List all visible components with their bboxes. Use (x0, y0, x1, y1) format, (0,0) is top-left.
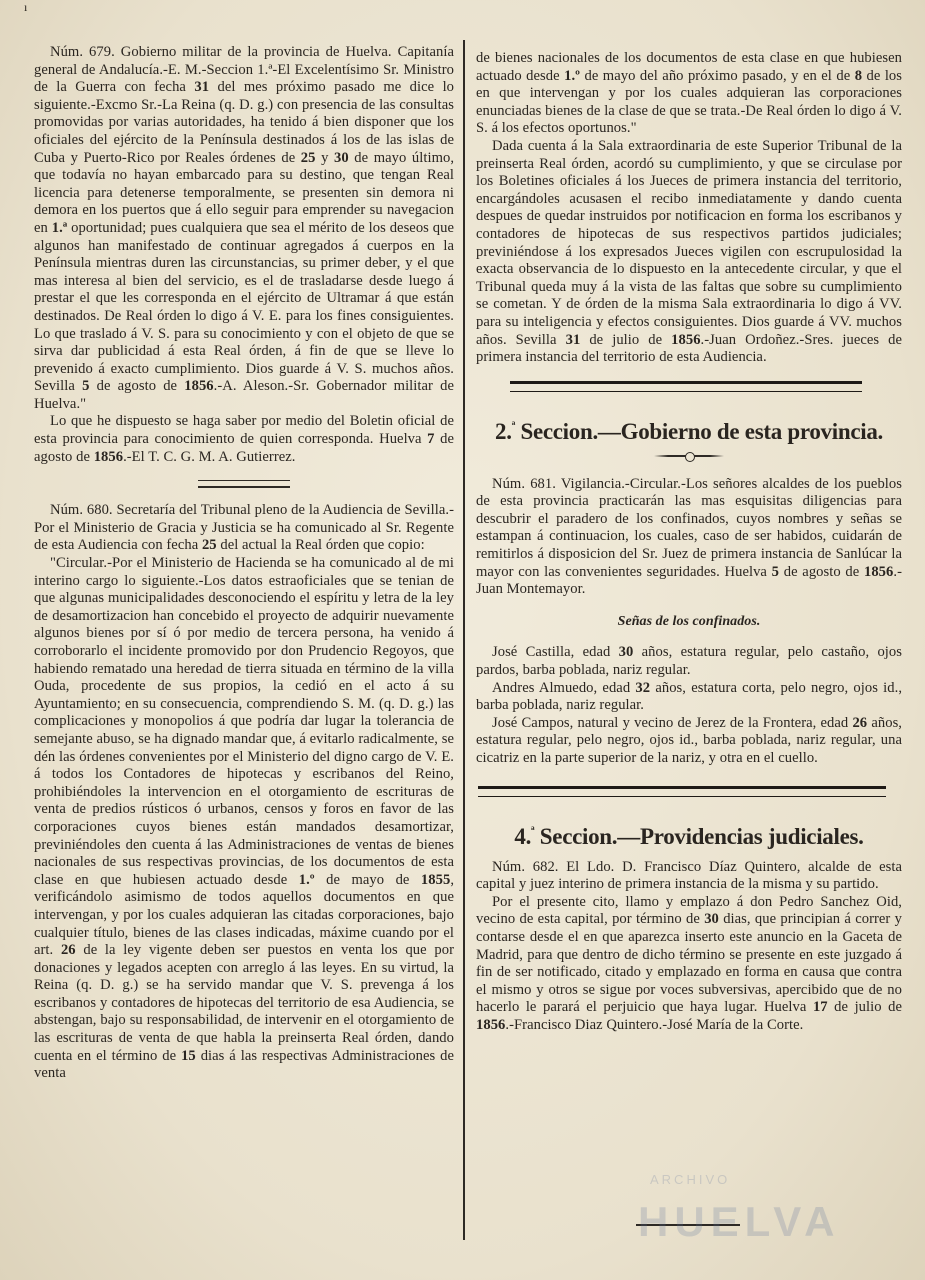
notice-number: Núm. 680. (50, 502, 113, 519)
right-column (476, 50, 902, 1035)
notice-682 (476, 859, 902, 894)
age: 30 (618, 644, 634, 661)
ornament-rule (654, 454, 724, 458)
text: del actual la Real órden que copio: (220, 537, 425, 554)
day: 7 (427, 431, 435, 448)
year: 1856 (93, 448, 124, 465)
section-rule (478, 786, 886, 797)
text: de la ley vigente deben ser puestos en venta los que por donaciones y legados acepten con arreglo á las leyes. En su virtud, la Reina (q. D. g.) se ha servido mandar que V. S. prevenga á los escribanos y contadores de hipotecas del territorio de esa Audiencia, se abstengan, bajo su responsabilidad, de intervenir en el otorgamiento de las escrituras de venta de que habla la preinserta Real órden, dando cuenta en el término de (34, 942, 454, 1064)
corner-mark: ı (24, 0, 28, 14)
text: del mes próximo pasado me dice lo siguiente.-Excmo Sr.-La Reina (q. D. g.) con presencia de las consultas promovidas por varias autoridades, ha tenido á bien disponer que los oficiales del ejército de la Península destinados á los de las islas de Cuba y Puerto-Rico por Reales órdenes de (34, 79, 455, 166)
left-column (34, 44, 454, 1083)
text: Secretaría del Tribunal pleno de la Audiencia de Sevilla.-Por el Ministerio de Gracia y Justicia se ha comunicado al Sr. Regente de esta Audiencia con fecha (34, 502, 455, 554)
text: .-El T. C. G. M. A. Gutierrez. (123, 448, 296, 465)
day: 25 (300, 149, 316, 166)
day: 5 (771, 563, 780, 580)
day: 31 (194, 79, 210, 96)
year: 1855 (420, 871, 451, 888)
text: años, estatura regular, pelo castaño, ojos pardos, barba poblada, nariz regular. (476, 644, 902, 679)
day: 25 (201, 537, 217, 554)
notice-number: Núm. 679. (50, 44, 115, 60)
notice-679 (34, 44, 454, 413)
text: dias, que principian á correr y contarse desde el en que aparezca inserto este anuncio en la Gaceta de Madrid, para que dentro de dicho término se presente en este juzgado á fin de ser notificado, citado y emplazado en forma en causa que contra el mismo y otros se sigue por voces subversivas, apercibido que de no hacerlo le parará el perjuicio que haya lugar. Huelva (476, 911, 902, 1016)
text: El Ldo. D. Francisco Díaz Quintero, alcalde de esta capital y juez interino de primera instancia de la misma y su partido. (476, 858, 902, 893)
text: , verificándolo asimismo de todos aquellos documentos en que intervengan, y por los cuales adquieran las citadas corporaciones, bajo cualquier título, bienes de las clases indicadas, máxime cuando por el art. (34, 871, 455, 959)
archive-watermark (632, 1168, 841, 1250)
days: 30 (704, 911, 719, 928)
notice-681 (476, 476, 902, 599)
confined-entry (476, 715, 902, 768)
confined-heading: Señas de los confinados. (617, 613, 761, 629)
text: de mayo de (326, 871, 410, 888)
notice-number: Núm. 682. (492, 858, 559, 875)
notice-680-continued (476, 50, 902, 138)
text: y (321, 149, 329, 166)
text: .-A. Aleson.-Sr. Gobernador militar de Huelva." (34, 378, 454, 412)
year: 1856 (863, 563, 894, 580)
section-title: Seccion.—Providencias judiciales. (539, 823, 864, 849)
notice-682-summons (476, 894, 902, 1035)
article-number: 26 (60, 942, 76, 959)
ordinal: 1.º (298, 871, 315, 888)
text: años, estatura corta, pelo negro, ojos id., barba poblada, nariz regular. (476, 679, 903, 714)
column-divider (463, 40, 465, 1240)
ordinal: 1.ª (51, 219, 68, 236)
section-2-heading (476, 412, 902, 446)
notice-680-circular (34, 555, 454, 1083)
separator-rule (198, 480, 290, 488)
text: Lo que he dispuesto se haga saber por medio del Boletin oficial de esta provincia para conocimiento de quien corresponda. Huelva (34, 413, 454, 448)
section-title: Seccion.—Gobierno de esta provincia. (520, 418, 883, 444)
section-ordinal: ª (511, 418, 515, 433)
day: 30 (334, 149, 349, 166)
ordinal: 1.º (564, 67, 581, 84)
day: 8 (854, 67, 863, 84)
confined-entry (476, 680, 902, 715)
text: Andres Almuedo, edad (492, 679, 631, 696)
text: Gobierno militar de la provincia de Huelva. Capitanía general de Andalucía.-E. M.-Seccion 1.ª-El Excelentísimo Sr. Ministro de la Guerra con fecha (34, 44, 454, 96)
text: Por el presente cito, llamo y emplazo á don Pedro Sanchez Oid, vecino de esta capital, por término de (476, 893, 902, 928)
text: José Castilla, edad (492, 644, 611, 661)
text: de los en que intervengan y por los cuales adquieran las corporaciones enunciadas bienes de la clase de que se trata.-De Real órden lo digo á V. S. á los efectos oportunos." (476, 67, 902, 137)
text: años, estatura regular, pelo negro, ojos id., barba poblada, nariz regular, una cicatriz en la parte superior de la nariz, y otra en el cuello. (476, 714, 902, 766)
text: de agosto de (783, 563, 860, 580)
day: 31 (565, 331, 581, 348)
text: oportunidad; pues cualquiera que sea el mérito de los deseos que algunos han manifestado de continuar agregados á cuerpos en la Península mientras duren las circunstancias, su primer deber, y el que mas interesa al bien del servicio, es el de trasladarse desde luego á prestar el que les corresponda en el ejército de Ultramar á que están destinados. De Real órden lo digo á V. E. para los fines consiguientes. Lo que traslado á V. S. para su conocimiento y con el objeto de que se sirva dar publicidad á esta Real órden, á fin de que se lleve lo prevenido á exacto cumplimiento. Dios guarde á V. S. muchos años. Sevilla (34, 219, 455, 395)
age: 26 (852, 714, 868, 731)
year: 1856 (671, 331, 701, 348)
day: 17 (812, 999, 828, 1016)
text: "Circular.-Por el Ministerio de Hacienda se ha comunicado al de mi interino cargo lo siguiente.-Los datos estraoficiales que se tenian de que algunas municipalidades desconociendo el espíritu y letra de la ley de desamortizacion han concebido el proyecto de adquirir nuevamente algunos bienes por sí ó por medio de tercera persona, ha venido á corroborarlo el incidente promovido por don Prudencio Regoyos, que habiendo rematado una heredad de tierra situada en término de la villa Ouda, procedente de sus propios, la cedió en el acto á su Ayuntamiento; en su consecuencia, comprendiendo S. M. (q. D. g.) las complicaciones y monopolios á que podría dar lugar la tolerancia de semejante abuso, se ha dignado mandar que, á evitarlo radicalmente, se dén las órdenes convenientes por el Ministerio del digno cargo de V. E. á todos los Contadores de hipotecas y escribanos del Reino, prohibiéndoles la intervencion en el otorgamiento de escrituras de venta de predios rústicos ó urbanos, censos y foros en favor de las corporaciones cuyos bienes están mandados desamortizar, previniéndoles den cuenta á las Administraciones de ventas de bienes nacionales de sus respectivas provincias, de los documentos de esta clase en que hubiesen actuado desde (34, 555, 454, 888)
year: 1856 (476, 1016, 506, 1033)
watermark-big-text: HUELVA (638, 1198, 841, 1245)
text: Vigilancia.-Circular.-Los señores alcaldes de los pueblos de esta provincia practicarán las mas esquisitas diligencias para descubrir el paradero de los confinados, cuyos nombres y señas se estampan á continuacion, los cuales, caso de ser habidos, cuidarán de remitirlos á disposicion del Sr. Juez de primera instancia de Sanlúcar la mayor con las convenientes seguridades. Huelva (476, 475, 902, 580)
confined-entry (476, 644, 902, 679)
notice-679-order (34, 413, 454, 466)
watermark-top-text: ARCHIVO (650, 1172, 731, 1187)
text: de agosto de (34, 431, 454, 465)
year: 1856 (184, 378, 214, 395)
day: 5 (82, 378, 90, 395)
text: de mayo del año próximo pasado, y en el de (584, 67, 851, 84)
text: de julio de (834, 999, 902, 1016)
text: dias á las respectivas Administraciones de venta (34, 1047, 455, 1082)
text: .-Juan Montemayor. (476, 563, 902, 598)
section-number: 4. (514, 823, 532, 849)
text: .-Juan Ordoñez.-Sres. jueces de primera instancia del territorio de esta Audiencia. (476, 331, 903, 366)
text: de mayo último, que todavía no hayan embarcado para su destino, que tengan Real licencia para detenerse temporalmente, se presenten sin demora ni demora en los puertos que á ello seguir para emprender su navegacion en (34, 149, 455, 236)
section-number: 2. (495, 418, 512, 444)
text: de julio de (589, 331, 663, 348)
section-ordinal: ª (531, 823, 535, 838)
notice-680 (34, 502, 454, 555)
text: de agosto de (96, 378, 178, 395)
section-4-heading (476, 817, 902, 851)
section-rule (510, 381, 862, 392)
days: 15 (181, 1047, 196, 1064)
text: José Campos, natural y vecino de Jerez de la Frontera, edad (492, 714, 849, 731)
text: Dada cuenta á la Sala extraordinaria de este Superior Tribunal de la preinserta Real órden, acordó su cumplimiento, y que se circulase por los Boletines oficiales á los Jueces de primera instancia del territorio, encargándoles acusasen el recibo inmediatamente y dando cuenta despues de quedar instruidos por notificacion en forma los escribanos y contadores de hipotecas de sus respectivos partidos judiciales; previniéndose á los expresados Jueces vigilen con escrupulosidad la exacta observancia de lo dispuesto en la antecedente circular, y que el Tribunal queda muy á la vista de las faltas que sobre su cumplimiento se cometan. Y de órden de la misma Sala extraordinaria lo digo á VV. para su inteligencia y efectos consiguientes. Dios guarde á VV. muchos años. Sevilla (476, 137, 902, 348)
text: .-Francisco Diaz Quintero.-José María de la Corte. (505, 1016, 804, 1033)
age: 32 (635, 679, 651, 696)
text: de bienes nacionales de los documentos de esta clase en que hubiesen actuado desde (476, 50, 902, 84)
notice-number: Núm. 681. (492, 475, 556, 492)
notice-680-decision (476, 138, 902, 367)
